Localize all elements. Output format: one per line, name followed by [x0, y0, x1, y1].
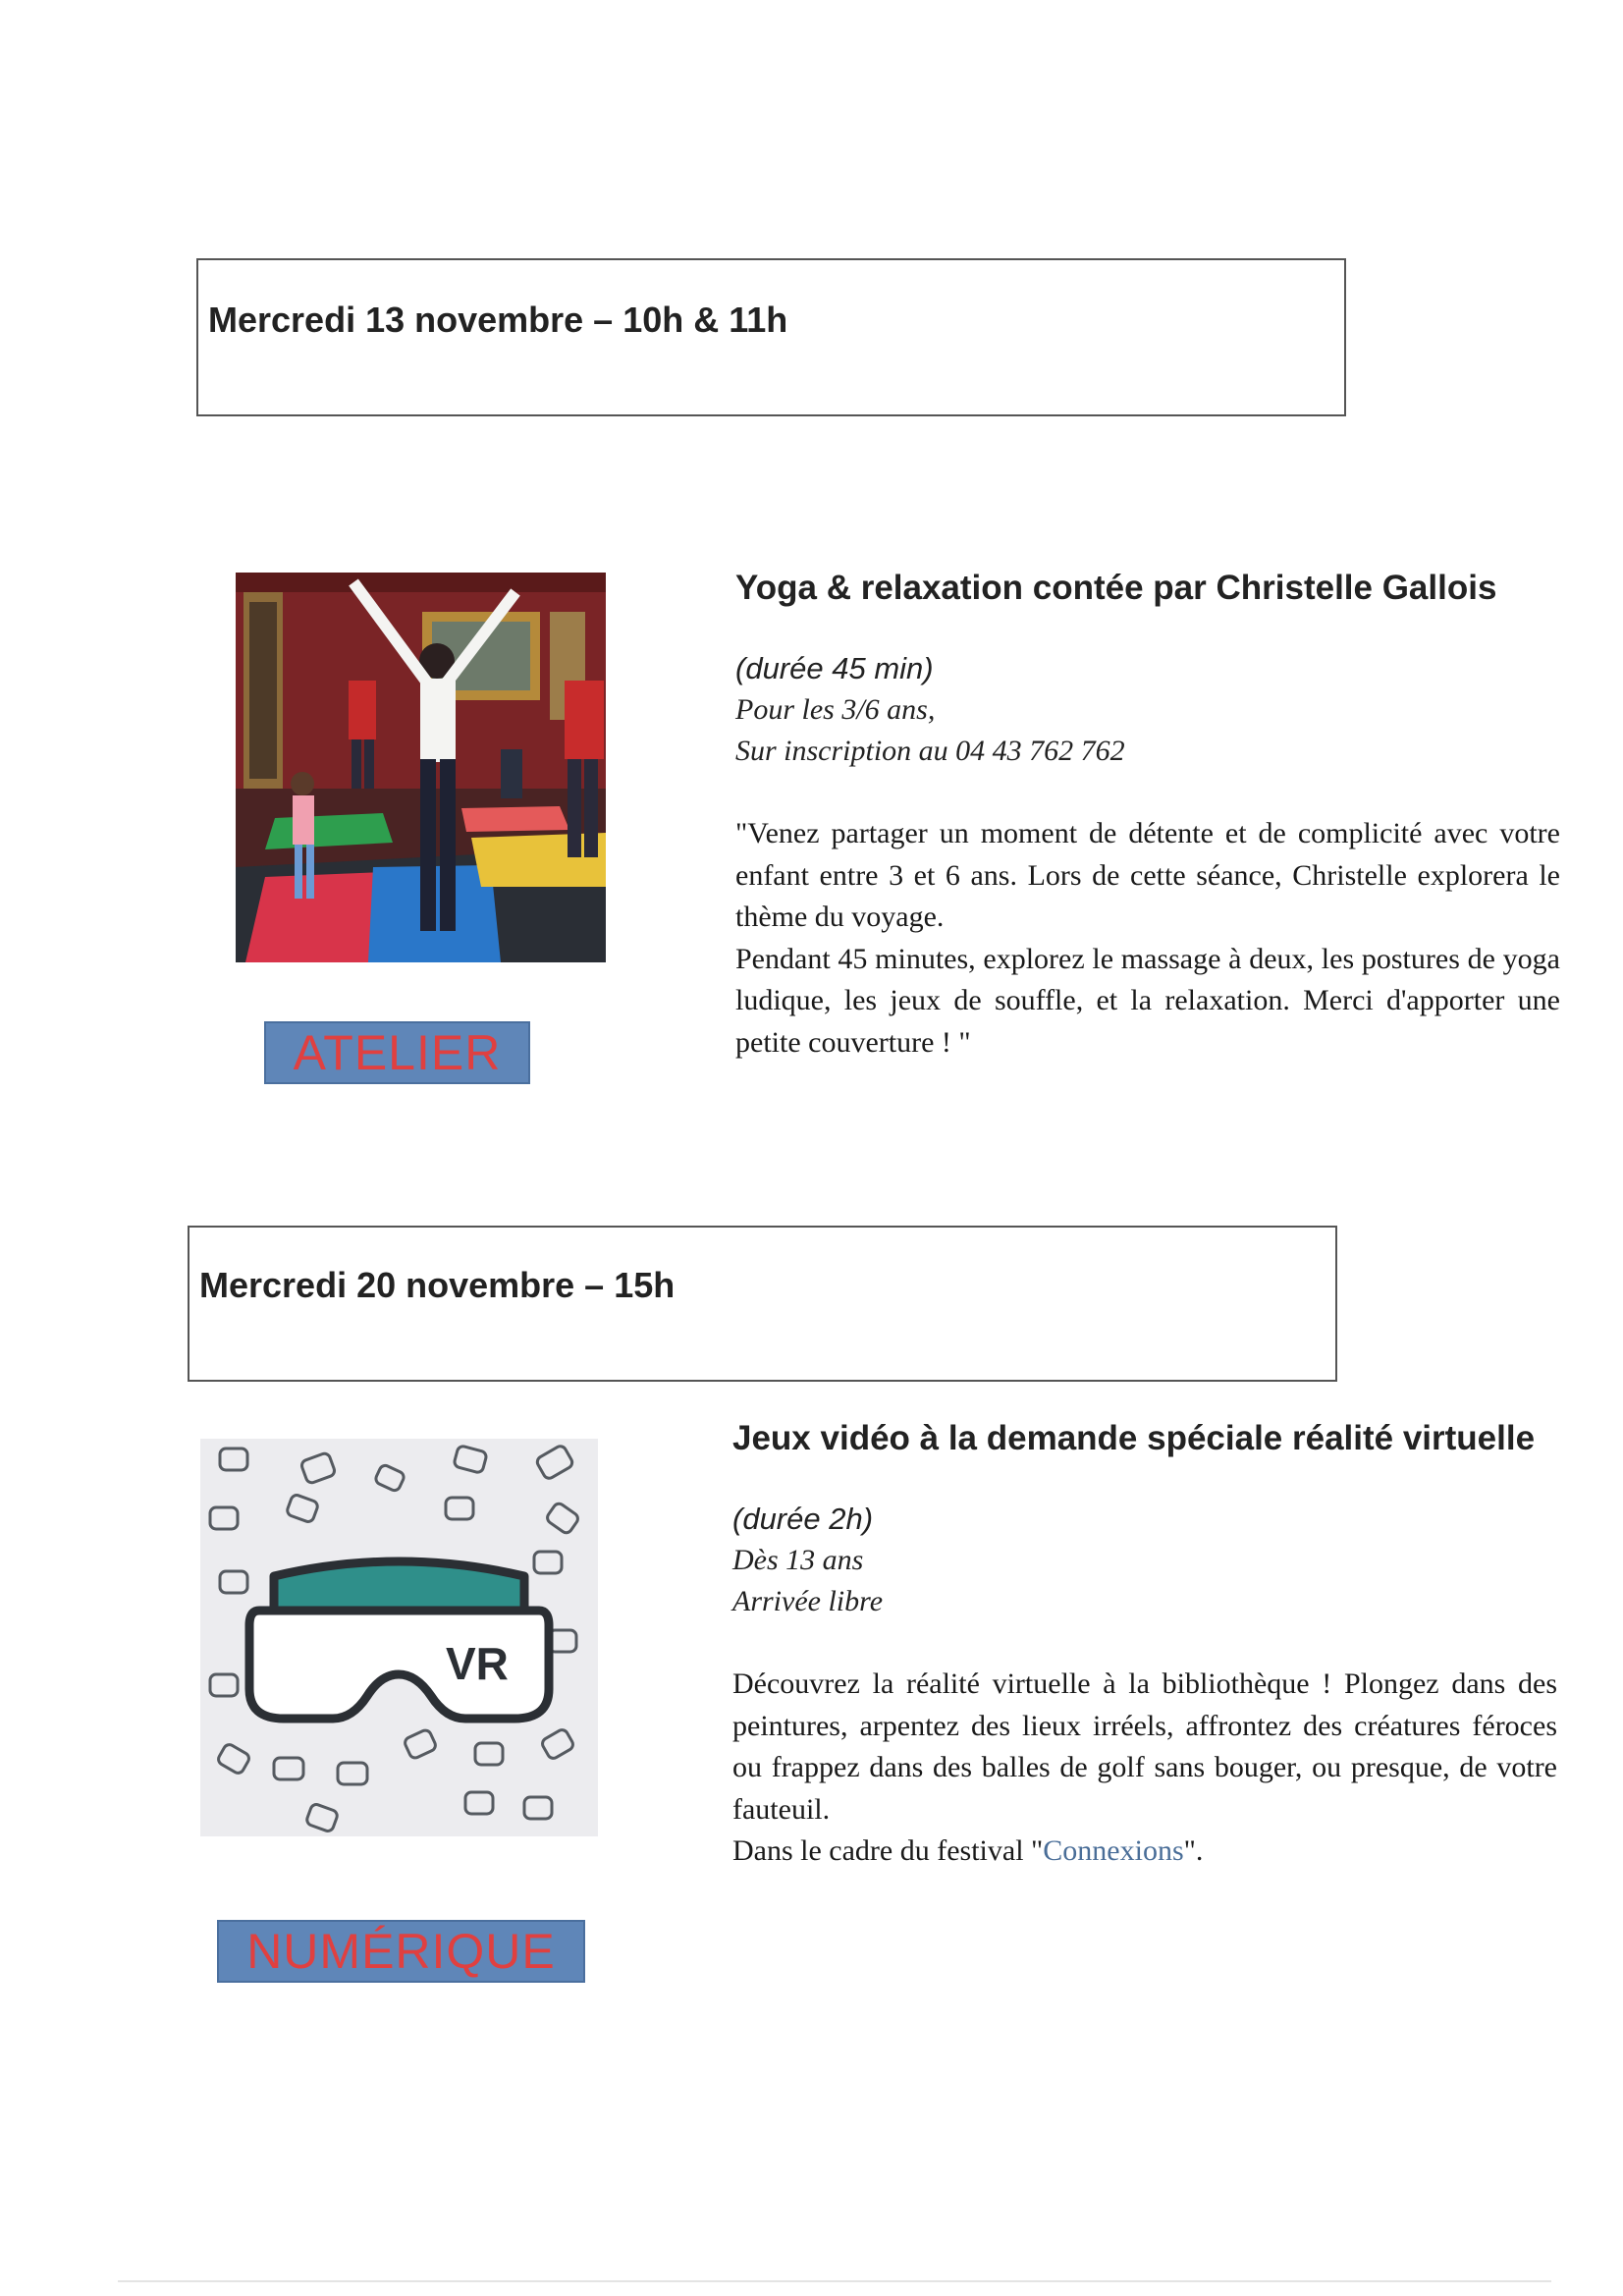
festival-text-before: Dans le cadre du festival " — [732, 1834, 1044, 1867]
event-registration: Sur inscription au 04 43 762 762 — [735, 735, 1125, 767]
event-details-1 — [735, 568, 1560, 1064]
event-title: Yoga & relaxation contée par Christelle Gallois — [735, 569, 1497, 607]
yoga-illustration — [236, 573, 606, 962]
event-description-paragraph: Pendant 45 minutes, explorez le massage à deux, les postures de yoga ludique, les jeux de souffle, et la relaxation. Merci d'apporter une petite couverture ! " — [735, 942, 1560, 1059]
event-entry: Arrivée libre — [732, 1585, 884, 1617]
yoga-photo — [236, 573, 606, 962]
date-header-1 — [196, 258, 1346, 416]
event-description-paragraph: "Venez partager un moment de détente et de complicité avec votre enfant entre 3 et 6 ans. Lors de cette séance, Christelle explorera le thème du voyage. — [735, 817, 1560, 933]
festival-link[interactable]: Connexions — [1043, 1834, 1184, 1867]
vr-label: VR — [446, 1638, 509, 1689]
category-tag: ATELIER — [264, 1021, 530, 1084]
event-audience: Pour les 3/6 ans, — [735, 693, 936, 726]
event-duration: (durée 2h) — [732, 1502, 874, 1536]
event-title: Jeux vidéo à la demande spéciale réalité virtuelle — [732, 1419, 1536, 1457]
festival-text-after: ". — [1183, 1834, 1204, 1867]
vr-headset-image — [200, 1439, 598, 1836]
event-description — [735, 813, 1560, 1064]
event-details-2 — [732, 1418, 1557, 1873]
event-festival-line — [732, 1831, 1557, 1873]
date-text: Mercredi 13 novembre – 10h & 11h — [208, 300, 788, 340]
event-description — [732, 1664, 1557, 1873]
event-description-paragraph: Découvrez la réalité virtuelle à la bibliothèque ! Plongez dans des peintures, arpentez des lieux irréels, affrontez des créatures féroces ou frappez dans des balles de golf sans bouger, ou presque, de votre fauteuil. — [732, 1667, 1557, 1826]
vr-headset-icon — [200, 1439, 598, 1836]
event-audience: Dès 13 ans — [732, 1544, 864, 1576]
date-text: Mercredi 20 novembre – 15h — [199, 1265, 676, 1305]
page-bottom-edge — [118, 2280, 1551, 2282]
date-header-2 — [188, 1226, 1337, 1382]
category-tag: NUMÉRIQUE — [217, 1920, 585, 1983]
event-duration: (durée 45 min) — [735, 651, 934, 685]
